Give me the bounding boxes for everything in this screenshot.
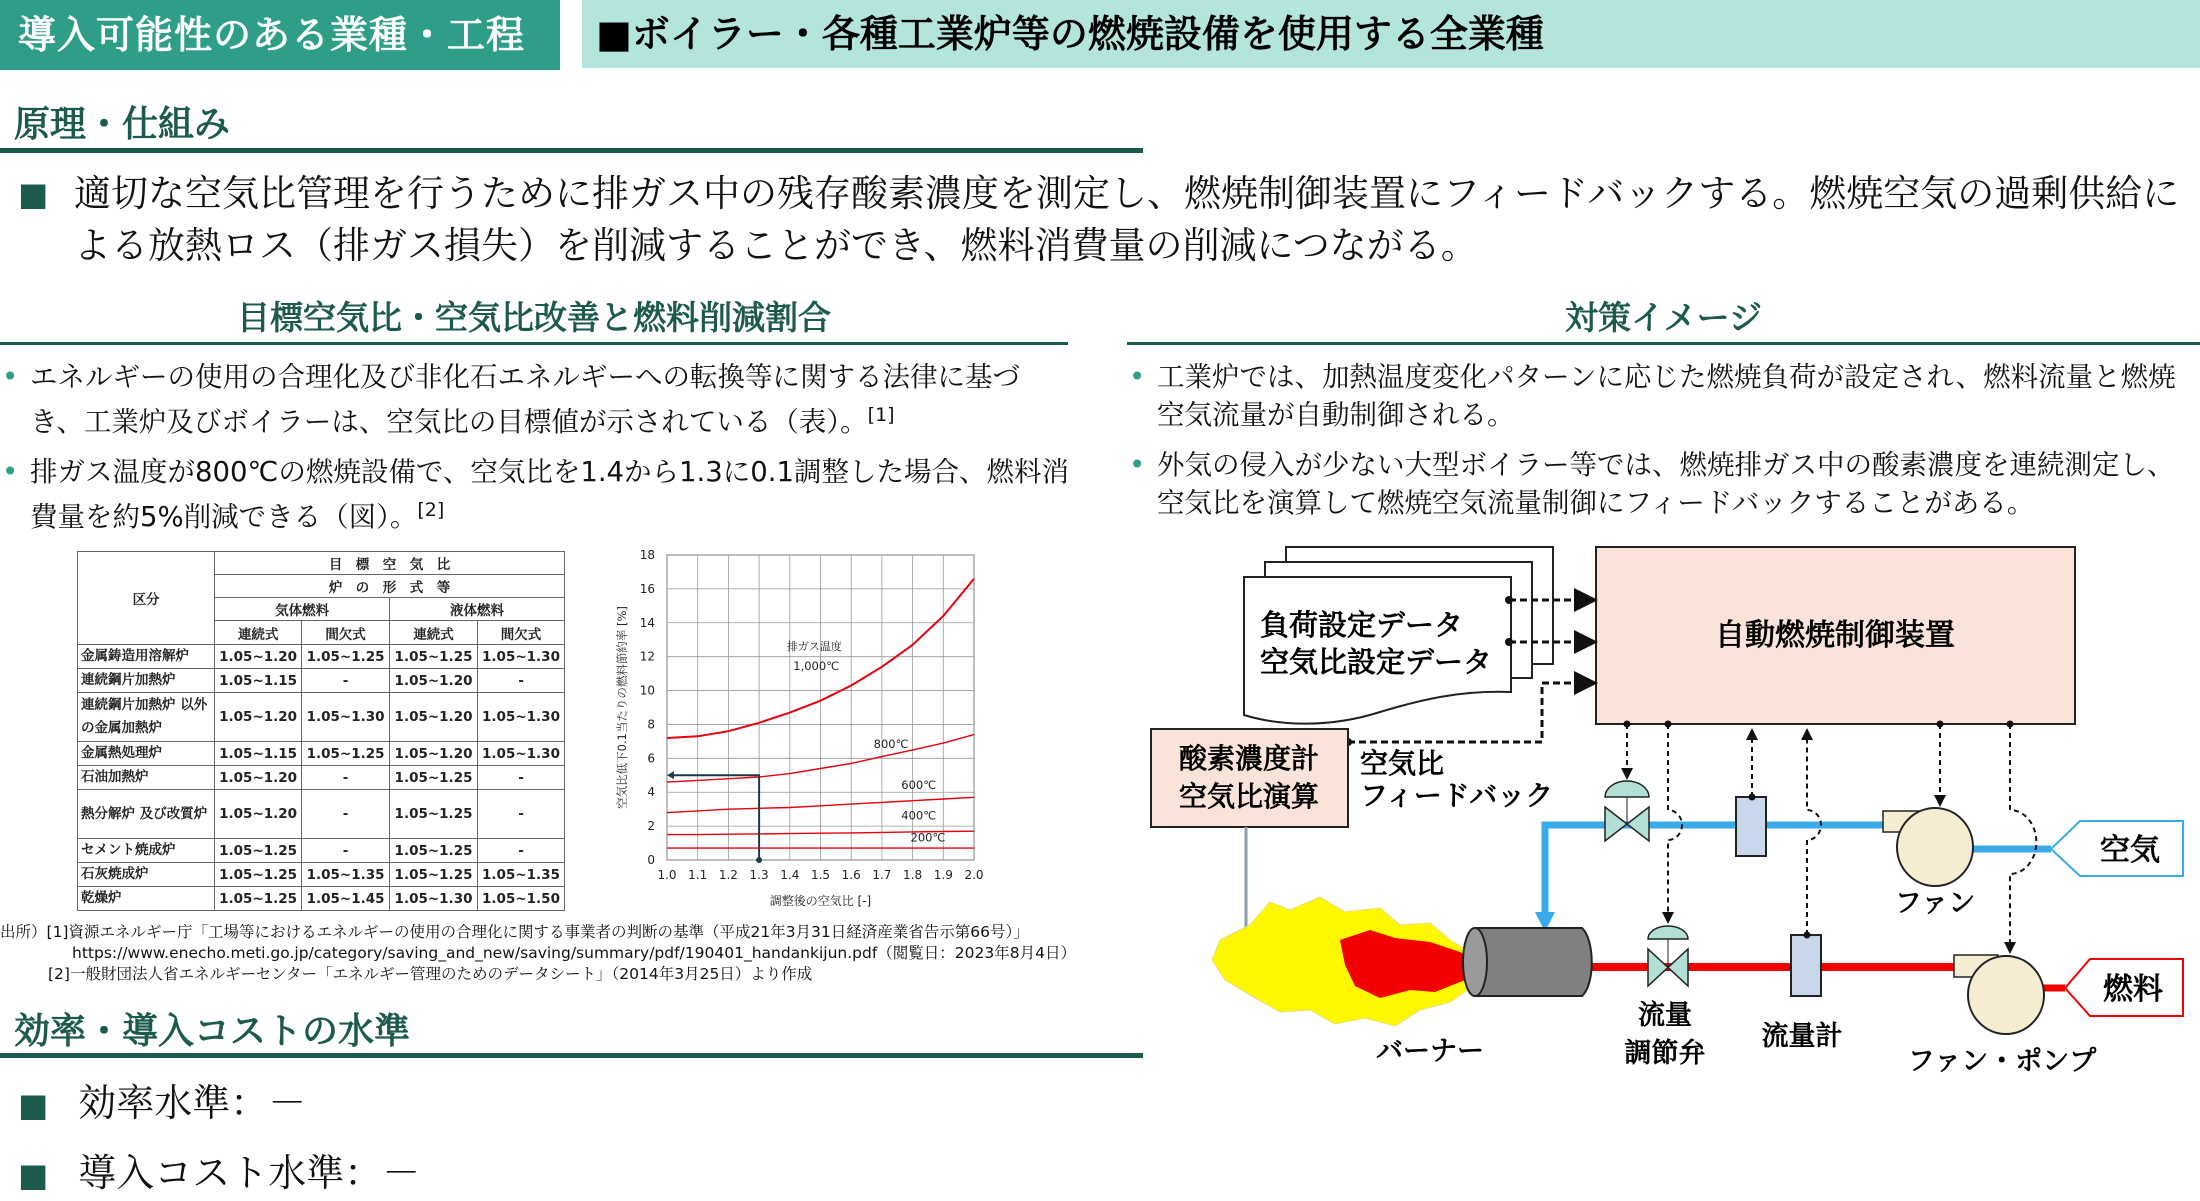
row-label: 金属熱処理炉 [78, 742, 215, 766]
x-tick-label: 1.1 [688, 868, 708, 882]
table-cell: 1.05~1.25 [390, 766, 478, 790]
bullet-text: 工業炉では、加熱温度変化パターンに応じた燃焼負荷が設定され、燃料流量と燃焼空気流量が自動制御される。 [1157, 361, 2176, 431]
table-row [78, 645, 565, 669]
header-category: 区分 [78, 552, 215, 645]
countermeasure-title: 対策イメージ [1564, 298, 1762, 337]
bullet-text: エネルギーの使用の合理化及び非化石エネルギーへの転換等に関する法律に基づき、工業炉及びボイラーは、空気比の目標値が示されている（表）。 [30, 361, 1020, 439]
fuel-saving-chart [600, 540, 1000, 920]
target-air-ratio-table [77, 551, 565, 911]
fuel-flowmeter-icon [1791, 935, 1821, 996]
table-cell: 1.05~1.20 [390, 693, 478, 742]
left-bullet [0, 358, 1070, 441]
burner-icon [1463, 928, 1592, 996]
bullet-text: 外気の侵入が少ない大型ボイラー等では、燃焼排ガス中の酸素濃度を連続測定し、空気比を演算して燃焼空気流量制御にフィードバックすることがある。 [1157, 449, 2175, 519]
table-cell: - [478, 839, 565, 863]
table-cell: - [302, 790, 390, 839]
air-ratio-feedback-label: 空気比 [1360, 747, 1445, 780]
row-label: 金属鋳造用溶解炉 [78, 645, 215, 669]
row-label: 連続鋼片加熱炉 以外の金属加熱炉 [78, 693, 215, 742]
header-intermittent: 間欠式 [302, 621, 390, 645]
left-bullet-list [0, 358, 1070, 548]
square-bullet-icon: ■ [18, 1156, 49, 1194]
table-row [78, 766, 565, 790]
x-tick-label: 1.5 [810, 868, 831, 882]
y-tick-label: 10 [639, 683, 655, 698]
left-bullet [0, 453, 1070, 536]
table-cell: - [302, 839, 390, 863]
row-label: 石灰焼成炉 [78, 863, 215, 887]
table-cell: 1.05~1.30 [478, 742, 565, 766]
square-bullet-icon: ■ [18, 175, 49, 213]
right-bullet [1127, 358, 2200, 434]
x-tick-label: 1.2 [718, 868, 738, 882]
row-label: 連続鋼片加熱炉 [78, 669, 215, 693]
series-label: 200℃ [910, 830, 946, 845]
table-cell: 1.05~1.20 [215, 693, 302, 742]
fuel-flow-control-valve-icon [1648, 926, 1688, 986]
y-tick-label: 16 [639, 581, 655, 596]
source-2: [2]一般財団法人省エネルギーセンター「エネルギー管理のためのデータシート」（2014年3月25日）より作成 [48, 965, 813, 983]
table-cell: 1.05~1.25 [215, 887, 302, 911]
x-tick-label: 1.3 [749, 868, 769, 882]
efficiency-level [18, 1072, 306, 1127]
air-label: 空気 [2100, 833, 2160, 868]
efficiency-level-text: 効率水準：－ [78, 1081, 307, 1125]
target-air-ratio-title: 目標空気比・空気比改善と燃料削減割合 [237, 298, 831, 337]
x-axis-label: 調整後の空気比 [-] [769, 894, 872, 908]
reference-link[interactable]: [2] [417, 499, 445, 522]
fuel-label: 燃料 [2103, 972, 2163, 1007]
fan-label: ファン [1894, 888, 1976, 919]
table-cell: 1.05~1.30 [478, 645, 565, 669]
air-flow-control-valve-icon [1605, 781, 1649, 841]
header-continuous: 連続式 [390, 621, 478, 645]
table-cell: - [478, 669, 565, 693]
air-fan-icon [1883, 808, 1973, 886]
flow-valve-label-2: 調節弁 [1624, 1038, 1706, 1069]
right-bullet-list [1127, 358, 2200, 534]
table-row [78, 887, 565, 911]
table-cell: 1.05~1.35 [478, 863, 565, 887]
table-row [78, 839, 565, 863]
row-label: セメント焼成炉 [78, 839, 215, 863]
header-target: 目 標 空 気 比 [215, 552, 565, 575]
x-tick-label: 1.0 [657, 868, 677, 882]
source-1: [1]資源エネルギー庁「工場等におけるエネルギーの使用の合理化に関する事業者の判断の基準（平成21年3月31日経済産業省告示第66号）」 [46, 923, 1029, 941]
table-cell: - [478, 790, 565, 839]
air-ratio-calc-label: 空気比演算 [1178, 780, 1320, 813]
bullet-dot-icon: • [1129, 361, 1146, 393]
bullet-text: 排ガス温度が800℃の燃焼設備で、空気比を1.4から1.3に0.1調整した場合、燃料消費量を約5%削減できる（図）。 [30, 456, 1070, 534]
principle-title: 原理・仕組み [14, 104, 231, 145]
table-cell: 1.05~1.50 [478, 887, 565, 911]
table-row [78, 742, 565, 766]
table-cell: 1.05~1.30 [390, 887, 478, 911]
efficiency-divider [0, 1053, 1143, 1058]
table-cell: 1.05~1.45 [302, 887, 390, 911]
table-cell: 1.05~1.25 [390, 790, 478, 839]
series-label: 800℃ [873, 737, 909, 752]
left-divider [0, 342, 1068, 345]
combustion-control-diagram [1130, 540, 2200, 1080]
table-cell: 1.05~1.30 [302, 693, 390, 742]
feedback-label: フィードバック [1360, 779, 1554, 812]
table-row [78, 669, 565, 693]
y-tick-label: 8 [647, 717, 655, 732]
table-cell: 1.05~1.20 [215, 766, 302, 790]
y-tick-label: 14 [639, 615, 655, 630]
series-label: 400℃ [901, 808, 937, 823]
header-furnace-type: 炉 の 形 式 等 [215, 575, 565, 598]
right-divider [1127, 342, 2200, 345]
square-bullet-icon: ■ [18, 1086, 49, 1124]
bullet-dot-icon: • [1129, 449, 1146, 481]
x-tick-label: 1.9 [933, 868, 953, 882]
load-setting-data-label: 負荷設定データ [1260, 608, 1464, 642]
principle-text: 適切な空気比管理を行うために排ガス中の残存酸素濃度を測定し、燃焼制御装置にフィードバックする。燃焼空気の過剰供給による放熱ロス（排ガス損失）を削減することができ、燃料消費量の削減につながる。 [74, 172, 2180, 267]
table-row [78, 693, 565, 742]
table-cell: 1.05~1.25 [302, 742, 390, 766]
table-cell: - [478, 766, 565, 790]
y-tick-label: 4 [647, 785, 655, 800]
efficiency-title: 効率・導入コストの水準 [14, 1011, 411, 1052]
flow-valve-label-1: 流量 [1638, 1000, 1692, 1031]
table-row [78, 863, 565, 887]
header-continuous: 連続式 [215, 621, 302, 645]
oxygen-meter-label: 酸素濃度計 [1178, 742, 1320, 775]
x-tick-label: 1.8 [903, 868, 923, 882]
bullet-dot-icon: • [2, 361, 19, 393]
bullet-dot-icon: • [2, 456, 19, 489]
y-tick-label: 2 [647, 819, 655, 834]
row-label: 石油加熱炉 [78, 766, 215, 790]
principle-bullet [18, 168, 2188, 272]
table-cell: - [302, 669, 390, 693]
source-1-url[interactable]: https://www.enecho.meti.go.jp/category/saving_and_new/saving/summary/pdf/190401_handankijun.pdf（閲覧日：2023年8月4日） [72, 944, 1076, 962]
table-cell: 1.05~1.30 [478, 693, 565, 742]
header-liquid-fuel: 液体燃料 [390, 598, 565, 621]
row-label: 熱分解炉 及び改質炉 [78, 790, 215, 839]
y-axis-label: 空気比低下0.1当たりの燃料節約率 [%] [615, 606, 629, 809]
guide-marker [756, 857, 762, 863]
y-tick-label: 0 [647, 853, 655, 867]
sources-prefix: 出所） [0, 923, 47, 941]
y-tick-label: 12 [639, 649, 655, 664]
table-cell: 1.05~1.20 [215, 645, 302, 669]
y-tick-label: 18 [639, 548, 655, 562]
controller-label: 自動燃焼制御装置 [1715, 618, 1955, 653]
x-tick-label: 2.0 [964, 868, 984, 882]
table-cell: 1.05~1.25 [215, 863, 302, 887]
table-cell: 1.05~1.20 [215, 790, 302, 839]
principle-divider [0, 148, 1143, 153]
category-label: 導入可能性のある業種・工程 [0, 0, 560, 70]
table-cell: 1.05~1.20 [390, 742, 478, 766]
table-cell: 1.05~1.25 [302, 645, 390, 669]
table-cell: 1.05~1.25 [215, 839, 302, 863]
burner-label: バーナー [1376, 1036, 1484, 1067]
x-tick-label: 1.6 [841, 868, 861, 882]
table-cell: 1.05~1.15 [215, 742, 302, 766]
table-cell: - [302, 766, 390, 790]
industry-banner: ■ボイラー・各種工業炉等の燃焼設備を使用する全業種 [582, 0, 2200, 68]
table-cell: 1.05~1.15 [215, 669, 302, 693]
air-ratio-setting-data-label: 空気比設定データ [1260, 645, 1493, 679]
sources [0, 922, 1076, 985]
fan-pump-label: ファン・ポンプ [1907, 1046, 2097, 1077]
series-annotation-title: 排ガス温度 [786, 639, 842, 653]
cost-level [18, 1142, 420, 1197]
table-cell: 1.05~1.25 [390, 645, 478, 669]
x-tick-label: 1.7 [872, 868, 892, 882]
table-cell: 1.05~1.35 [302, 863, 390, 887]
cost-level-text: 導入コスト水準：－ [78, 1151, 421, 1195]
series-label: 1,000℃ [793, 659, 840, 674]
air-flowmeter-icon [1736, 797, 1766, 856]
x-tick-label: 1.4 [780, 868, 800, 882]
table-row [78, 790, 565, 839]
right-bullet [1127, 446, 2200, 522]
fuel-pump-icon [1954, 955, 2044, 1034]
table-cell: 1.05~1.25 [390, 839, 478, 863]
table-cell: 1.05~1.20 [390, 669, 478, 693]
row-label: 乾燥炉 [78, 887, 215, 911]
reference-link[interactable]: [1] [867, 404, 895, 426]
table-cell: 1.05~1.25 [390, 863, 478, 887]
y-tick-label: 6 [647, 751, 655, 766]
series-label: 600℃ [901, 777, 937, 792]
header-intermittent: 間欠式 [478, 621, 565, 645]
flowmeter-label: 流量計 [1761, 1021, 1843, 1052]
header-gas-fuel: 気体燃料 [215, 598, 390, 621]
